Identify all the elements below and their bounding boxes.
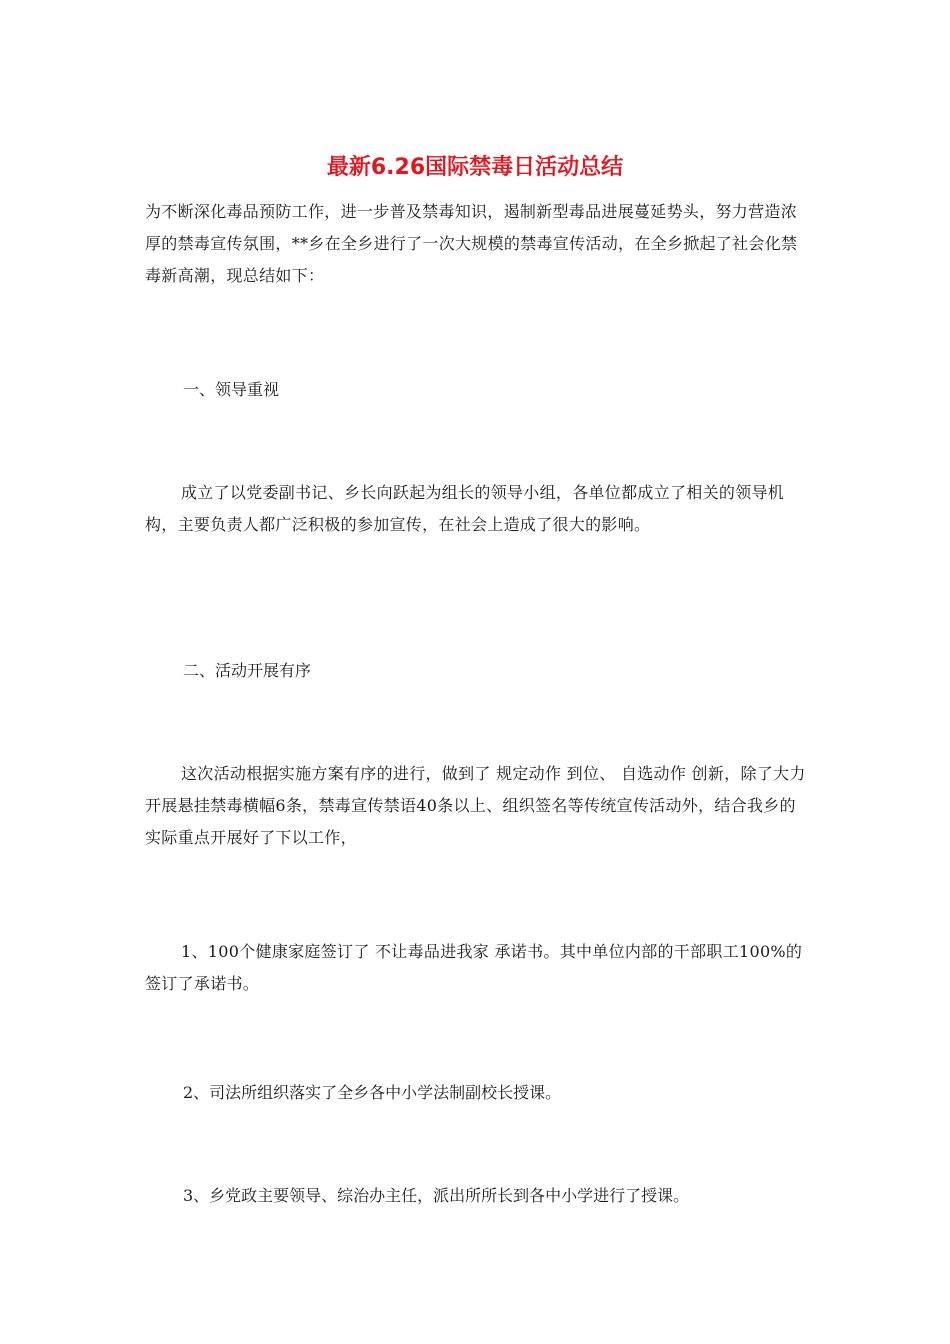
list-item-1: 1、100个健康家庭签订了 不让毒品进我家 承诺书。其中单位内部的干部职工100%的签订了承诺书。 [145, 942, 803, 993]
list-item-3: 3、乡党政主要领导、综治办主任，派出所所长到各中小学进行了授课。 [183, 1186, 690, 1205]
section-heading-activities: 二、活动开展有序 [183, 661, 312, 680]
section-body-activities: 这次活动根据实施方案有序的进行，做到了 规定动作 到位、 自选动作 创新，除了大力开展悬挂禁毒横幅6条，禁毒宣传禁语40条以上、组织签名等传统宣传活动外，结合我乡的实际重点开展好了下以工作， [145, 764, 806, 847]
section-body-leadership: 成立了以党委副书记、乡长向跃起为组长的领导小组，各单位都成立了相关的领导机构，主要负责人都广泛积极的参加宣传，在社会上造成了很大的影响。 [145, 483, 785, 534]
document-title: 最新6.26国际禁毒日活动总结 [326, 155, 624, 180]
section-heading-leadership: 一、领导重视 [183, 380, 280, 399]
intro-paragraph: 为不断深化毒品预防工作，进一步普及禁毒知识，遏制新型毒品进展蔓延势头，努力营造浓厚的禁毒宣传氛围，**乡在全乡进行了一次大规模的禁毒宣传活动，在全乡掀起了社会化禁毒新高潮，现总结如下： [145, 202, 798, 285]
list-item-2: 2、司法所组织落实了全乡各中小学法制副校长授课。 [183, 1083, 562, 1102]
